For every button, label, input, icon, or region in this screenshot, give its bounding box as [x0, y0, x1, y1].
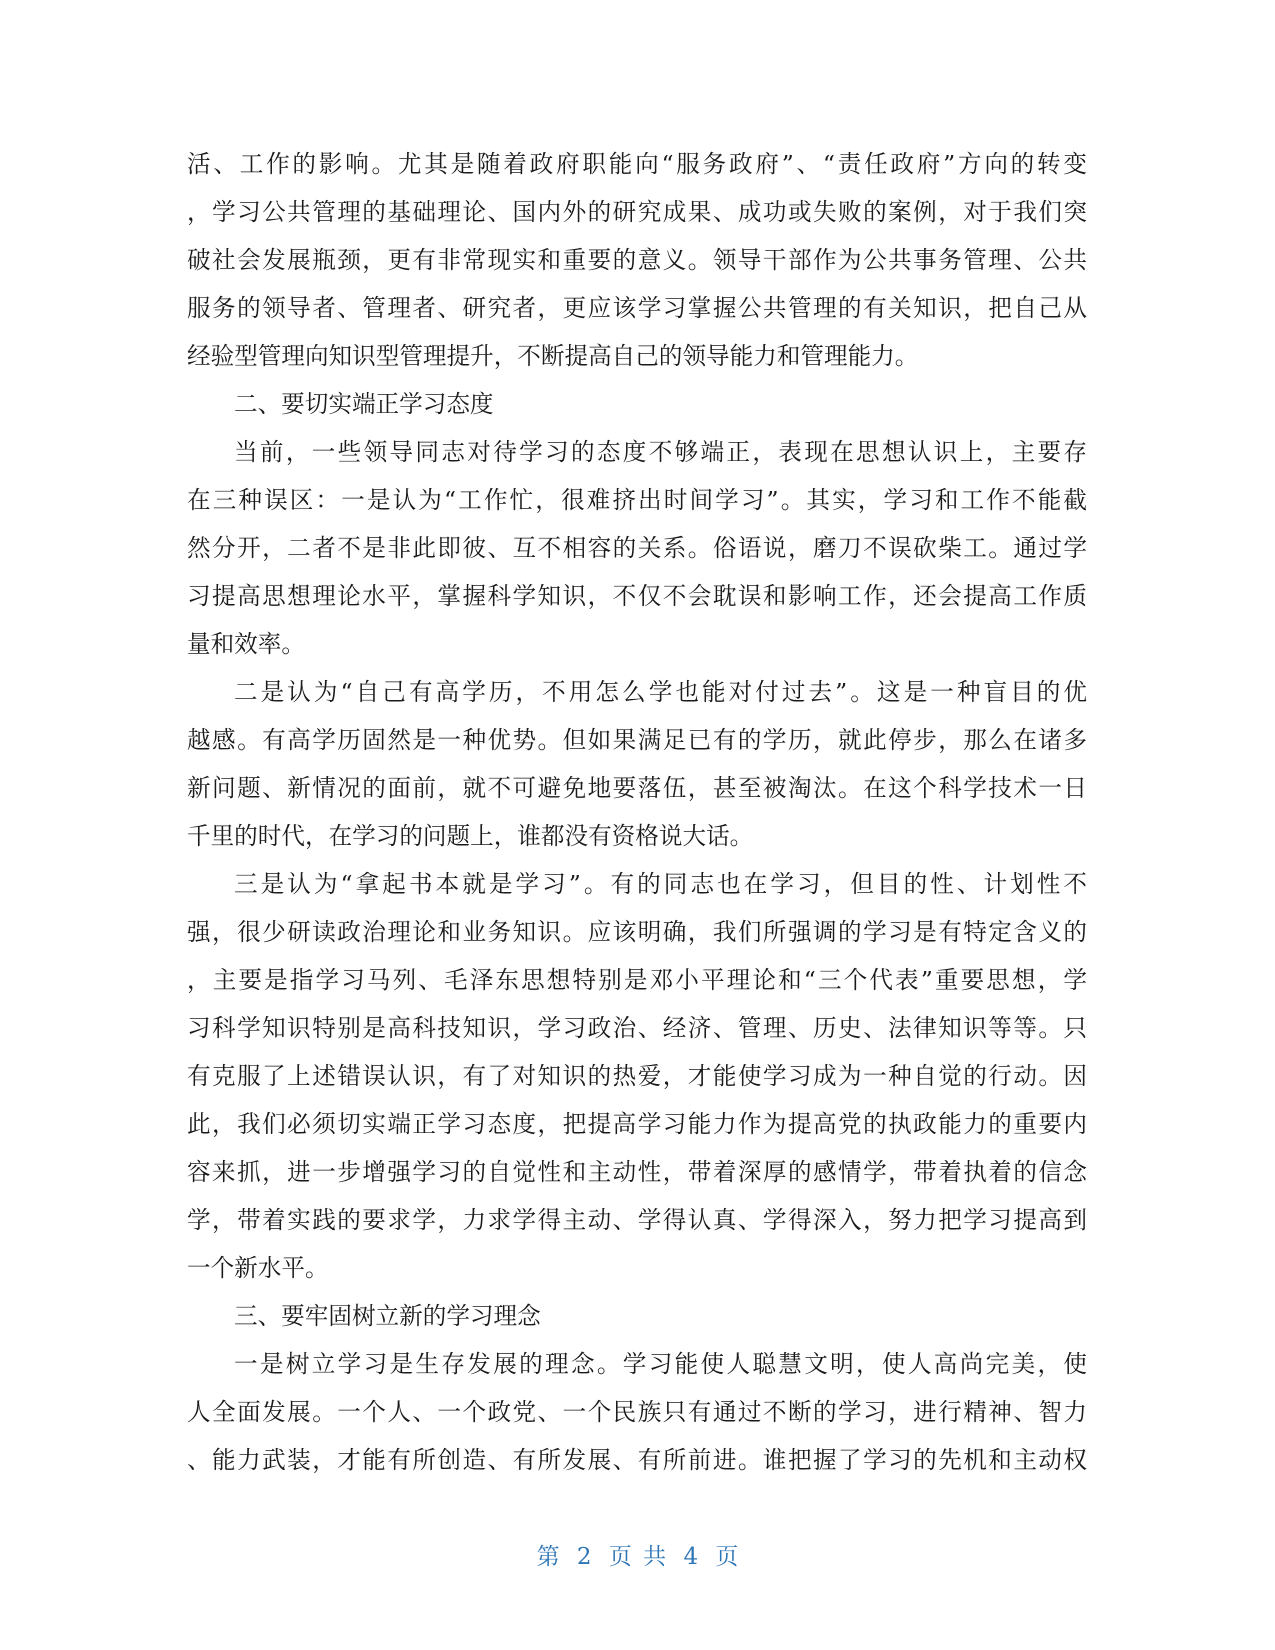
- text-line: 三是认为“拿起书本就是学习”。有的同志也在学习，但目的性、计划性不: [234, 870, 1087, 898]
- footer-page-number: 2: [576, 1544, 592, 1570]
- page-footer: [0, 1538, 1275, 1571]
- text-line: 量和效率。: [187, 630, 305, 658]
- text-line: 破社会发展瓶颈，更有非常现实和重要的意义。领导干部作为公共事务管理、公共: [187, 246, 1087, 274]
- footer-suffix: 页: [715, 1544, 739, 1570]
- text-line: 习提高思想理论水平，掌握科学知识，不仅不会耽误和影响工作，还会提高工作质: [187, 582, 1087, 610]
- text-line: 习科学知识特别是高科技知识，学习政治、经济、管理、历史、法律知识等等。只: [187, 1014, 1087, 1042]
- text-line: 二是认为“自己有高学历，不用怎么学也能对付过去”。这是一种盲目的优: [234, 678, 1087, 706]
- text-line: 千里的时代，在学习的问题上，谁都没有资格说大话。: [187, 822, 754, 850]
- text-line: 此，我们必须切实端正学习态度，把提高学习能力作为提高党的执政能力的重要内: [187, 1110, 1087, 1138]
- text-line: 经验型管理向知识型管理提升，不断提高自己的领导能力和管理能力。: [187, 342, 919, 370]
- footer-middle: 页 共: [608, 1544, 667, 1570]
- footer-prefix: 第: [536, 1544, 560, 1570]
- text-line: ，主要是指学习马列、毛泽东思想特别是邓小平理论和“三个代表”重要思想，学: [187, 966, 1087, 994]
- text-line: 越感。有高学历固然是一种优势。但如果满足已有的学历，就此停步，那么在诸多: [187, 726, 1087, 754]
- text-line: 容来抓，进一步增强学习的自觉性和主动性，带着深厚的感情学，带着执着的信念: [187, 1158, 1087, 1186]
- section-heading: 二、要切实端正学习态度: [234, 390, 494, 418]
- text-line: 服务的领导者、管理者、研究者，更应该学习掌握公共管理的有关知识，把自己从: [187, 294, 1087, 322]
- text-line: 一是树立学习是生存发展的理念。学习能使人聪慧文明，使人高尚完美，使: [234, 1350, 1087, 1378]
- footer-total-pages: 4: [683, 1544, 699, 1570]
- text-line: 活、工作的影响。尤其是随着政府职能向“服务政府”、“责任政府”方向的转变: [187, 150, 1087, 178]
- document-body: [187, 140, 1087, 1484]
- text-line: 强，很少研读政治理论和业务知识。应该明确，我们所强调的学习是有特定含义的: [187, 918, 1087, 946]
- text-line: ，学习公共管理的基础理论、国内外的研究成果、成功或失败的案例，对于我们突: [187, 198, 1087, 226]
- text-line: 、能力武装，才能有所创造、有所发展、有所前进。谁把握了学习的先机和主动权: [187, 1446, 1087, 1474]
- text-line: 当前，一些领导同志对待学习的态度不够端正，表现在思想认识上，主要存: [234, 438, 1087, 466]
- text-line: 一个新水平。: [187, 1254, 329, 1282]
- text-line: 学，带着实践的要求学，力求学得主动、学得认真、学得深入，努力把学习提高到: [187, 1206, 1087, 1234]
- text-line: 在三种误区：一是认为“工作忙，很难挤出时间学习”。其实，学习和工作不能截: [187, 486, 1087, 514]
- text-line: 有克服了上述错误认识，有了对知识的热爱，才能使学习成为一种自觉的行动。因: [187, 1062, 1087, 1090]
- text-line: 然分开，二者不是非此即彼、互不相容的关系。俗语说，磨刀不误砍柴工。通过学: [187, 534, 1087, 562]
- text-line: 人全面发展。一个人、一个政党、一个民族只有通过不断的学习，进行精神、智力: [187, 1398, 1087, 1426]
- text-line: 新问题、新情况的面前，就不可避免地要落伍，甚至被淘汰。在这个科学技术一日: [187, 774, 1087, 802]
- section-heading: 三、要牢固树立新的学习理念: [234, 1302, 541, 1330]
